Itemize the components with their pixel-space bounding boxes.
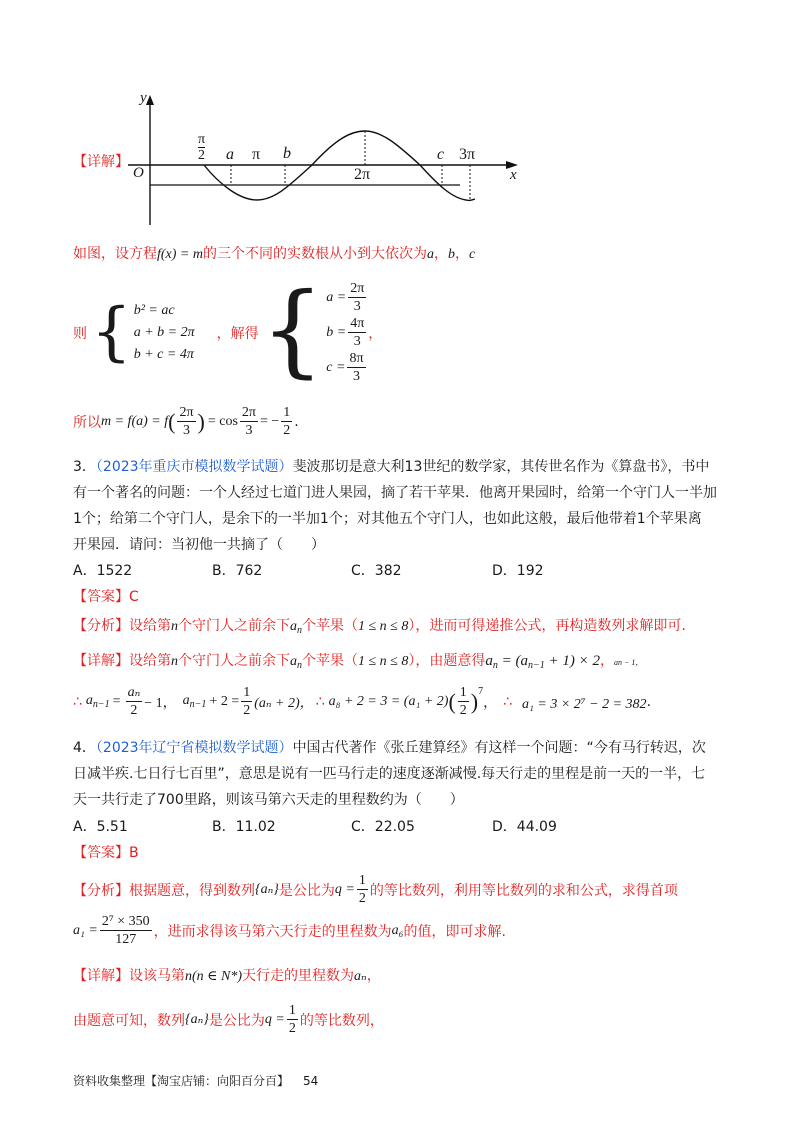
answer-tag: 【答案】 — [73, 589, 129, 605]
q2-conclusion: 所以 m = f(a) = f ( $\frac{2\pi}{3}$ ) = cos $\frac{2\pi}{3}$ = − $\frac{1}{2}$ . — [73, 405, 299, 438]
math-a: a — [290, 654, 297, 669]
end: ， — [483, 694, 498, 711]
opt-value: 382 — [374, 563, 402, 579]
q3-option-d — [492, 560, 544, 580]
text: 的值，即可求解. — [403, 923, 506, 940]
den: 3 — [352, 369, 360, 384]
den: 2 — [130, 703, 138, 718]
root-c: c — [469, 247, 476, 262]
q3-stem-3: 1个；给第二个守门人，是余下的一半加1个；对其他五个守门人，也如此这般，最后他带着1个苹果离 — [73, 511, 702, 527]
text: ， — [366, 968, 381, 984]
sine-curve — [204, 131, 475, 200]
text: 的三个不同的实数根从小到大依次为 — [203, 246, 427, 262]
sol-lhs: a = — [326, 289, 347, 305]
q-number: 3． — [73, 459, 96, 475]
text: 设给第 — [129, 618, 171, 634]
then-label: 则 — [73, 325, 87, 342]
text: 的等比数列， — [299, 1012, 384, 1029]
den: 2 — [358, 891, 366, 906]
num: 2⁷ × 350 — [101, 914, 150, 929]
num: 1 — [243, 685, 251, 700]
den: 2 — [283, 423, 291, 438]
sol-b — [326, 315, 368, 350]
q3-detail — [73, 650, 643, 671]
rec-a: a — [85, 693, 93, 708]
num: 2π — [350, 281, 365, 296]
equation-system: { b² = ac a + b = 2π b + c = 4π — [91, 294, 195, 369]
num: 1 — [459, 685, 467, 700]
text: 个苹果（ — [302, 618, 358, 634]
exp: 7 — [478, 686, 484, 697]
q-source: （2023年重庆市模拟数学试题） — [95, 459, 293, 475]
label-3pi: 3π — [459, 146, 476, 163]
q4-stem-2: 日减半疾.七日行七百里”，意思是说有一匹马行走的速度逐渐减慢.每天行走的里程是前一天的一半，七 — [73, 766, 706, 782]
text: ， — [600, 653, 614, 669]
tiny-rest: − 1， — [622, 658, 644, 667]
q4-answer — [73, 842, 139, 862]
opt-value: 44.09 — [516, 819, 557, 835]
tiny-a: a — [614, 658, 618, 667]
num: 1 — [358, 873, 366, 888]
text: 设给第 — [129, 653, 171, 669]
opt-value: 22.05 — [374, 819, 415, 835]
f-sub2: n−1 — [528, 660, 545, 671]
q4-stem-1 — [73, 735, 706, 762]
f-rest: = (a — [497, 653, 528, 669]
q4-option-b — [212, 816, 276, 836]
den: 2 — [243, 703, 251, 718]
label-pi: π — [252, 146, 261, 163]
sol-a — [326, 280, 368, 315]
page-number: 54 — [303, 1074, 319, 1088]
q4-analysis — [73, 872, 678, 907]
math-a: a — [290, 619, 297, 634]
q3-option-a — [73, 560, 132, 580]
q4-detail — [73, 965, 381, 985]
math-q: q = — [334, 881, 355, 897]
den: 2 — [288, 1021, 296, 1036]
label-b: b — [283, 145, 291, 162]
math-n: n — [171, 619, 178, 634]
text: 设该马第 — [129, 968, 185, 984]
end: − 1， — [144, 695, 177, 711]
num: aₙ — [127, 685, 141, 700]
q3-option-c — [351, 560, 402, 580]
q3-analysis — [73, 615, 686, 636]
label-y: y — [140, 90, 147, 106]
footer-text: 资料收集整理【淘宝店铺：向阳百分百】 — [73, 1074, 290, 1088]
den: 3 — [353, 334, 361, 349]
therefore-symbol: ∴ — [73, 693, 82, 710]
den: 3 — [182, 423, 190, 438]
math-a1: a₁ = — [73, 922, 98, 938]
answer-tag: 【答案】 — [73, 845, 129, 861]
q2-system-row — [73, 271, 383, 390]
f-a: a — [485, 653, 493, 669]
root-b: b — [448, 247, 455, 262]
eq-2: a + b = 2π — [133, 324, 195, 340]
num: 2π — [241, 405, 256, 420]
y-axis-arrow — [146, 95, 154, 105]
expr-a: m = f(a) = f — [101, 413, 169, 429]
den: 3 — [245, 423, 253, 438]
q4-option-c — [351, 816, 415, 836]
root-a: a — [427, 247, 434, 262]
page-footer — [73, 1072, 318, 1089]
rec4: a₁ = 3 × 2⁷ − 2 = 382 — [522, 696, 647, 712]
opt-label: C． — [351, 563, 375, 579]
rec-sub: n−1 — [92, 699, 110, 710]
q4-option-a — [73, 816, 128, 836]
math-n: n(n ∈ N*) — [185, 969, 243, 984]
text: 个守门人之前余下 — [178, 653, 290, 669]
text: 天行走的里程数为 — [242, 968, 355, 984]
so-label: 所以 — [73, 414, 101, 431]
den: 3 — [353, 299, 361, 314]
mid: + 2 = — [209, 693, 240, 709]
opt-label: C． — [351, 819, 375, 835]
eq: = — [112, 693, 121, 709]
q4-stem-3: 天一共行走了700里路，则该马第六天走的里程数约为（ ） — [73, 792, 464, 808]
opt-value: 1522 — [96, 563, 133, 579]
q3-stem-2: 有一个著名的问题：一个人经过七道门进人果园，摘了若干苹果．他离开果园时，给第一个守门人一半加 — [73, 485, 717, 501]
text: ），由题意得 — [408, 653, 486, 669]
rec2-a: a — [182, 693, 190, 708]
math-sub: n — [297, 625, 302, 636]
end: . — [294, 413, 299, 430]
detail-tag: 【详解】 — [73, 968, 129, 984]
q2-line1: 如图，设方程f(x) = m的三个不同的实数根从小到大依次为a，b，c — [73, 246, 476, 262]
q3-option-b — [212, 560, 262, 580]
analysis-tag: 【分析】 — [73, 618, 129, 634]
opt-label: A． — [73, 819, 97, 835]
den: 127 — [115, 932, 137, 947]
q4-option-d — [492, 816, 557, 836]
q3-stem-4: 开果园．请问：当初他一共摘了（ ） — [73, 537, 325, 553]
math-q: q = — [264, 1011, 285, 1027]
tiny-sub: n — [618, 658, 622, 667]
end: . — [646, 693, 652, 710]
math-seq: {aₙ} — [185, 1012, 209, 1027]
label-a: a — [226, 146, 234, 163]
f-rest2: + 1) × 2 — [544, 653, 600, 669]
opt-label: A． — [73, 563, 97, 579]
num: 1 — [283, 405, 291, 420]
detail-tag: 【详解】 — [73, 653, 129, 669]
sol-lhs: c = — [326, 359, 346, 375]
rec2-sub: n−1 — [189, 699, 207, 710]
f-sub: n — [492, 660, 498, 671]
num: 1 — [288, 1003, 296, 1018]
text: 根据题意，得到数列 — [129, 882, 255, 899]
expr-c: = − — [259, 413, 280, 429]
label-pi-half — [198, 132, 205, 163]
text: 个苹果（ — [302, 653, 358, 669]
opt-value: 11.02 — [235, 819, 276, 835]
opt-label: B． — [212, 819, 236, 835]
q4-a1 — [73, 913, 506, 948]
opt-value: 762 — [235, 563, 263, 579]
math-f-eq-m: f(x) = m — [157, 247, 203, 262]
stem-text: 中国古代著作《张丘建算经》有这样一个问题：“今有马行转迟，次 — [292, 740, 706, 756]
math-range: 1 ≤ n ≤ 8 — [358, 654, 409, 669]
detail-tag-text: 【详解】 — [73, 154, 129, 170]
text: ，进而求得该马第六天行走的里程数为 — [153, 923, 392, 940]
q3-answer — [73, 586, 139, 606]
q4-detail-2 — [73, 1002, 384, 1037]
text: 是公比为 — [278, 882, 335, 899]
pi-half-num: π — [198, 132, 206, 147]
eq-1: b² = ac — [133, 302, 175, 318]
q3-recurrence: ∴ $a_{n-1}$ = $\frac{\text{aₙ}}{2}$ − 1， $a_{n-1}$ + 2 = $\frac{1}{2}$ (aₙ + 2)， ∴ a₈ + 2 = 3 = (a₁ + 2) ( $\frac{1}{2}$ ) 7 ， ∴ a₁ = 3 × 2⁷ − 2 = 382 . — [73, 685, 652, 718]
opt-value: 5.51 — [96, 819, 128, 835]
q-source: （2023年辽宁省模拟数学试题） — [95, 740, 293, 756]
label-2pi: 2π — [354, 166, 371, 183]
opt-label: D． — [492, 819, 517, 835]
num: 4π — [350, 316, 365, 331]
sol-c — [326, 350, 368, 385]
therefore-symbol: ∴ — [503, 693, 513, 710]
label-origin: O — [133, 165, 144, 181]
sol-lhs: b = — [326, 324, 347, 340]
num: 8π — [349, 351, 364, 366]
num: 2π — [179, 405, 194, 420]
label-x: x — [510, 167, 517, 183]
sine-graph — [0, 0, 800, 240]
text: 如图，设方程 — [73, 246, 157, 262]
opt-label: D． — [492, 563, 517, 579]
math-a6: a₆ — [391, 922, 404, 938]
solve-label: ，解得 — [216, 325, 259, 342]
solution-system: { a = $\frac{2\pi}{3}$ b = $\frac{4\pi}{3}$ c = $\frac{8\pi}{3}$ — [261, 280, 369, 385]
comma: ， — [368, 325, 383, 342]
den: 2 — [459, 703, 467, 718]
q-number: 4． — [73, 740, 96, 756]
therefore-symbol: ∴ — [315, 693, 325, 710]
math-range: 1 ≤ n ≤ 8 — [358, 619, 409, 634]
text: 是公比为 — [208, 1012, 265, 1029]
stem-text: 斐波那切是意大利13世纪的数学家，其传世名作为《算盘书》，书中 — [292, 459, 710, 475]
eq-3: b + c = 4π — [133, 346, 194, 362]
opt-value: 192 — [516, 563, 544, 579]
math-n: n — [171, 654, 178, 669]
math-seq: {aₙ} — [255, 882, 279, 897]
label-c: c — [437, 146, 445, 163]
analysis-tag: 【分析】 — [73, 882, 129, 899]
q3-stem-1 — [73, 454, 709, 481]
rec3: a₈ + 2 = 3 = (a₁ + 2) — [328, 693, 449, 709]
answer-value: B — [129, 845, 139, 861]
text: 个守门人之前余下 — [178, 618, 290, 634]
text: 由题意可知，数列 — [73, 1012, 185, 1029]
expr-b: = cos — [207, 413, 238, 429]
text: ），进而可得递推公式，再构造数列求解即可. — [408, 618, 686, 634]
end: (aₙ + 2)， — [254, 695, 314, 711]
math-sub: n — [297, 660, 302, 671]
answer-value: C — [129, 589, 139, 605]
opt-label: B． — [212, 563, 236, 579]
math-an: aₙ — [354, 969, 367, 984]
pi-half-den: 2 — [198, 148, 206, 163]
text: 的等比数列，利用等比数列的求和公式，求得首项 — [369, 882, 678, 899]
